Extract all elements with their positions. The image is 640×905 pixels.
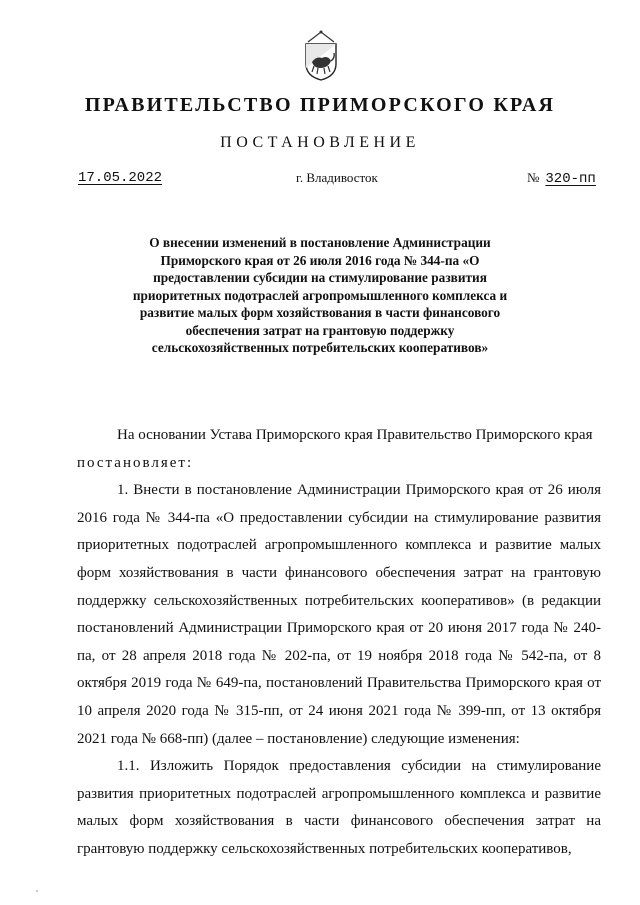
item-1-paragraph: 1. Внести в постановление Администрации Приморского края от 26 июля 2016 года № 344-па «О предоставлении субсидии на стимулирование развития приоритетных подотраслей агропромышленного комплекса и развитие малых форм хозяйствования в части финансового обеспечения затрат на грантовую поддержку сельскохозяйственных потребительских кооперативов» (в редакции постановлений Администрации Приморского края от 20 июня 2017 года № 240-па, от 28 апреля 2018 года № 202-па, от 19 ноября 2018 года № 542-па, от 8 октября 2019 года № 649-па, постановлений Правительства Приморского края от 10 апреля 2020 года № 315-пп, от 24 июня 2021 года № 399-пп, от 13 октября 2021 года № 668-пп) (далее – постановление) следующие изменения:: [77, 482, 601, 747]
resolves-line: постановляет:: [77, 454, 194, 471]
coat-of-arms-icon: [302, 28, 340, 82]
city: г. Владивосток: [296, 170, 378, 185]
item-1-1-paragraph: 1.1. Изложить Порядок предоставления субсидии на стимулирование развития приоритетных подотраслей агропромышленного комплекса и развитие малых форм хозяйствования в части финансового обеспечения затрат на грантовую поддержку сельскохозяйственных потребительских кооперативов,: [77, 758, 601, 857]
decree-number: 320-пп: [545, 171, 596, 187]
number-label: №: [527, 170, 540, 185]
document-title: О внесении изменений в постановление Администрации Приморского края от 26 июля 2016 года № 344-па «О предоставлении субсидии на стимулирование развития приоритетных подотраслей агропромышленного комплекса и развитие малых форм хозяйствования в части финансового обеспечения затрат на грантовую поддержку сельскохозяйственных потребительских кооперативов»: [132, 235, 508, 355]
intro-paragraph: На основании Устава Приморского края Правительство Приморского края: [117, 427, 593, 443]
government-name: ПРАВИТЕЛЬСТВО ПРИМОРСКОГО КРАЯ: [84, 94, 556, 116]
scan-speck: [36, 890, 38, 892]
decree-number-block: [527, 170, 596, 187]
document-body: [77, 422, 601, 864]
decree-date: 17.05.2022: [78, 170, 163, 186]
document-type: ПОСТАНОВЛЕНИЕ: [220, 134, 420, 151]
